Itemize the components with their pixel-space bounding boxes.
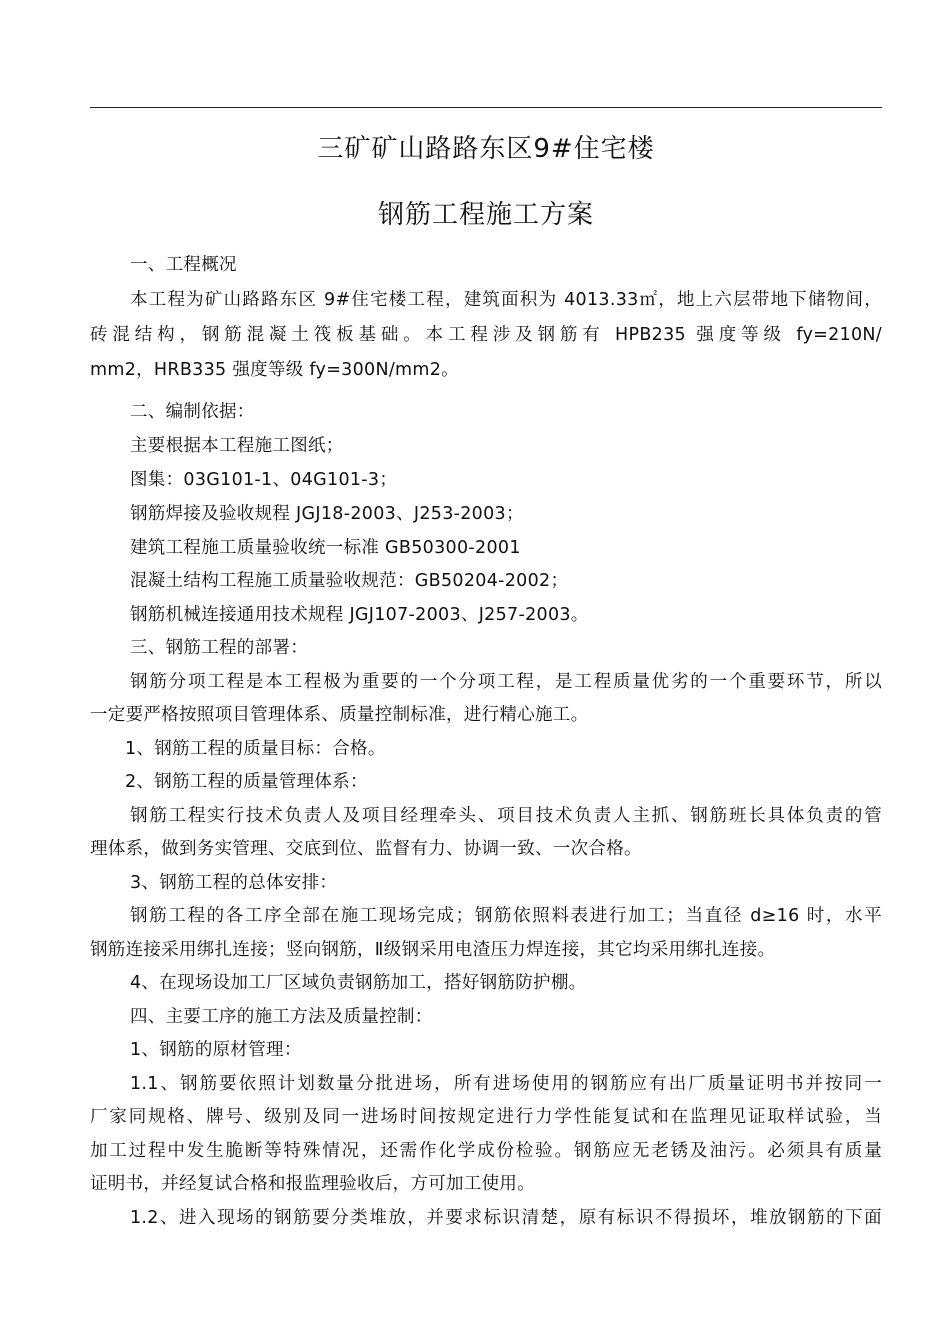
paragraph-line: 加工过程中发生脆断等特殊情况，还需作化学成份检验。钢筋应无老锈及油污。必须具有质量 (90, 1141, 882, 1161)
paragraph-line: 钢筋分项工程是本工程极为重要的一个分项工程，是工程质量优劣的一个重要环节，所以 (130, 672, 882, 692)
list-item: 3、钢筋工程的总体安排： (130, 873, 338, 893)
list-item: 钢筋焊接及验收规程 JGJ18-2003、J253-2003； (130, 504, 524, 524)
paragraph-line: mm2，HRB335 强度等级 fy=300N/mm2。 (90, 360, 459, 380)
paragraph-line: 砖混结构，钢筋混凝土筏板基础。本工程涉及钢筋有 HPB235 强度等级 fy=210N/ (90, 325, 882, 345)
paragraph-line: 厂家同规格、牌号、级别及同一进场时间按规定进行力学性能复试和在监理见证取样试验，当 (90, 1107, 882, 1127)
document-title-line2: 钢筋工程施工方案 (377, 200, 594, 230)
list-item: 混凝土结构工程施工质量验收规范：GB50204-2002； (130, 571, 569, 591)
list-item: 2、钢筋工程的质量管理体系： (125, 772, 368, 792)
list-item: 建筑工程施工质量验收统一标准 GB50300-2001 (130, 538, 521, 558)
list-item: 主要根据本工程施工图纸； (130, 436, 344, 456)
paragraph-line: 钢筋工程实行技术负责人及项目经理牵头、项目技术负责人主抓、钢筋班长具体负责的管 (130, 806, 882, 826)
paragraph-line: 证明书，并经复试合格和报监理验收后，方可加工使用。 (90, 1174, 535, 1194)
list-item: 图集：03G101-1、04G101-3； (130, 470, 398, 490)
paragraph-line: 1.1、钢筋要依照计划数量分批进场，所有进场使用的钢筋应有出厂质量证明书并按同一 (130, 1074, 882, 1094)
list-item: 1、钢筋工程的质量目标：合格。 (125, 739, 386, 759)
paragraph-line: 1.2、进入现场的钢筋要分类堆放，并要求标识清楚，原有标识不得损坏，堆放钢筋的下面 (130, 1208, 882, 1228)
paragraph-line: 一定要严格按照项目管理体系、质量控制标准，进行精心施工。 (90, 705, 589, 725)
section-heading: 三、钢筋工程的部署： (130, 638, 308, 658)
header-rule (90, 107, 882, 108)
paragraph-line: 钢筋连接采用绑扎连接；竖向钢筋，Ⅱ级钢采用电渣压力焊连接，其它均采用绑扎连接。 (90, 940, 776, 960)
section-heading: 二、编制依据： (130, 402, 255, 422)
list-item: 4、在现场设加工厂区域负责钢筋加工，搭好钢筋防护棚。 (130, 973, 587, 993)
paragraph-line: 本工程为矿山路路东区 9#住宅楼工程，建筑面积为 4013.33㎡，地上六层带地下储物间， (130, 290, 882, 310)
document-title-line1: 三矿矿山路路东区9#住宅楼 (317, 134, 655, 164)
paragraph-line: 理体系，做到务实管理、交底到位、监督有力、协调一致、一次合格。 (90, 839, 642, 859)
section-heading: 一、工程概况 (130, 255, 237, 275)
list-item: 钢筋机械连接通用技术规程 JGJ107-2003、J257-2003。 (130, 605, 589, 625)
subsection-heading: 1、钢筋的原材管理： (130, 1040, 302, 1060)
paragraph-line: 钢筋工程的各工序全部在施工现场完成；钢筋依照料表进行加工；当直径 d≥16 时，水平 (130, 906, 882, 926)
section-heading: 四、主要工序的施工方法及质量控制： (130, 1007, 433, 1027)
